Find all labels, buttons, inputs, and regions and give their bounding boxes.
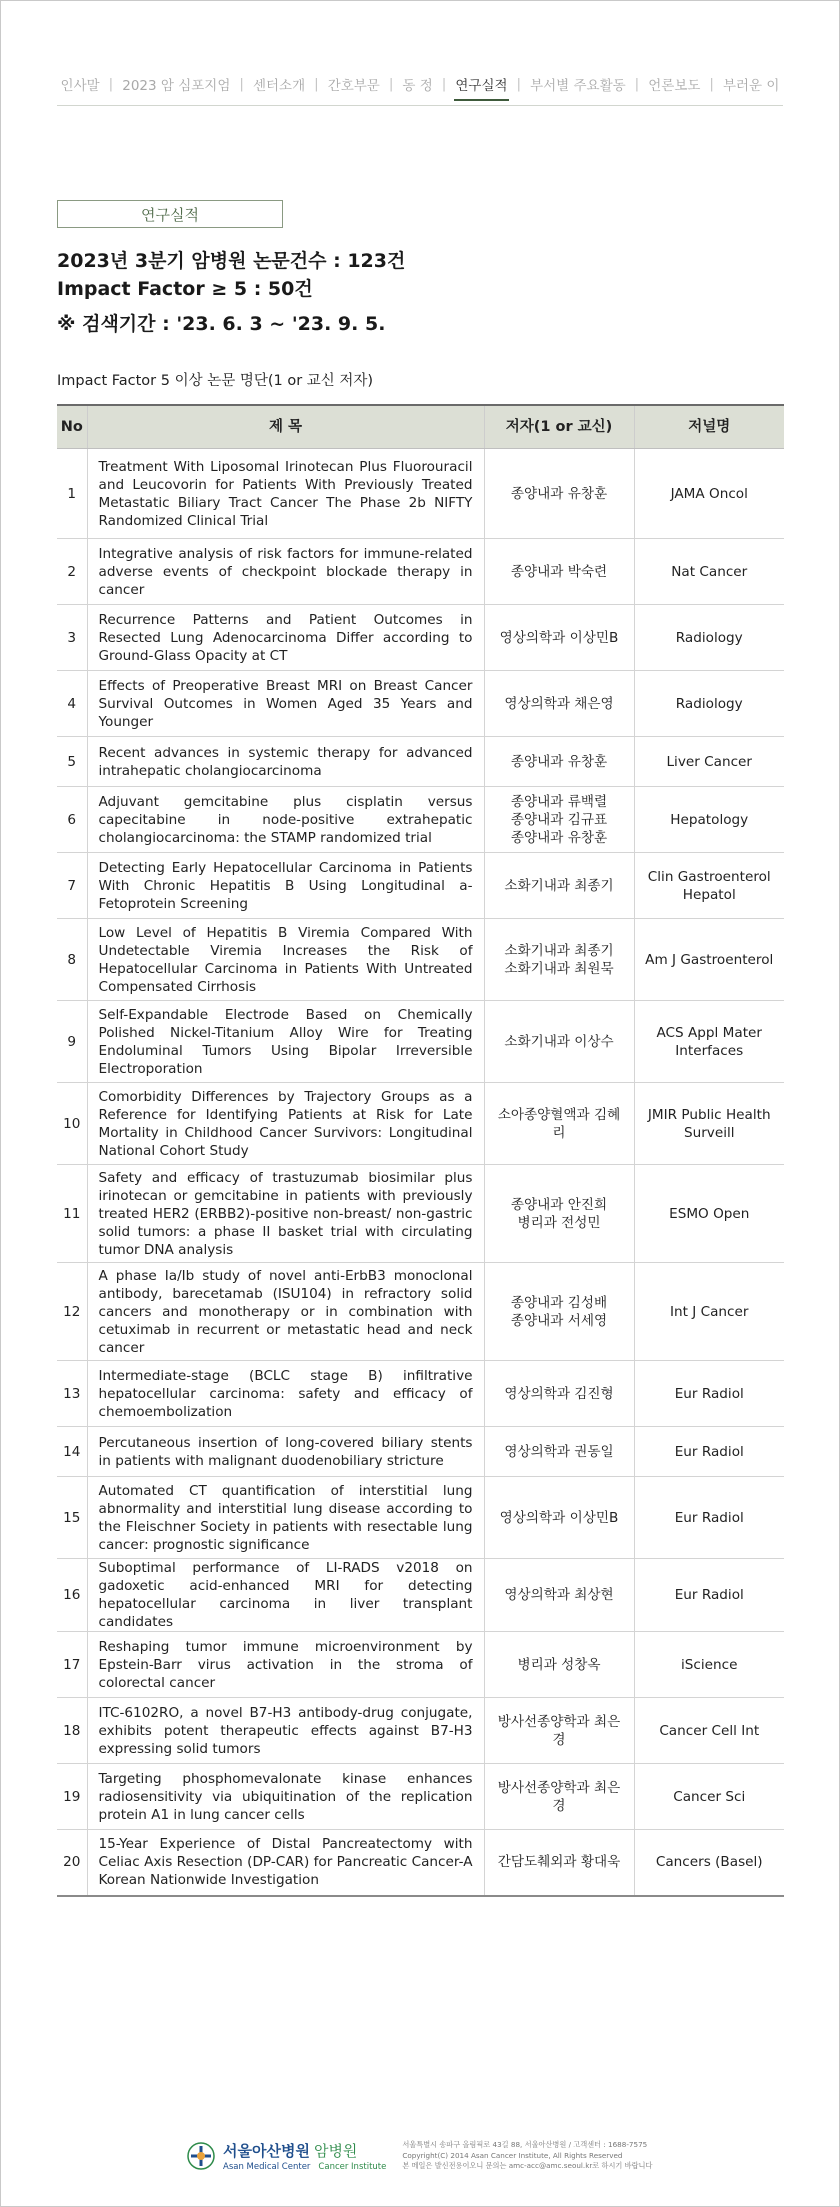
- table-row: [57, 605, 784, 671]
- paper-title: Self-Expandable Electrode Based on Chemically Polished Nickel-Titanium Alloy Wire for Treating Endoluminal Tumors Using Bipolar Irreversible Electroporation: [87, 1001, 484, 1083]
- paper-authors: [484, 1361, 634, 1427]
- row-number: 17: [57, 1632, 87, 1698]
- table-row: [57, 1001, 784, 1083]
- header-journal: 저널명: [634, 405, 784, 449]
- journal-name: iScience: [634, 1632, 784, 1698]
- table-row: [57, 539, 784, 605]
- brand-ko: 서울아산병원 암병원: [223, 2142, 358, 2160]
- author-name: 소화기내과 최원묵: [504, 960, 614, 977]
- paper-authors: [484, 539, 634, 605]
- paper-title: Treatment With Liposomal Irinotecan Plus Fluorouracil and Leucovorin for Patients With Previously Treated Metastatic Biliary Tract Cancer The Phase 2b NIFTY Randomized Clinical Trial: [87, 449, 484, 539]
- author-name: 영상의학과 채은영: [504, 695, 614, 712]
- journal-name: Radiology: [634, 671, 784, 737]
- table-row: [57, 1263, 784, 1361]
- paper-title: Comorbidity Differences by Trajectory Groups as a Reference for Identifying Patients at Risk for Late Mortality in Childhood Cancer Survivors: Longitudinal National Cohort Study: [87, 1083, 484, 1165]
- journal-name: ACS Appl Mater Interfaces: [634, 1001, 784, 1083]
- table-row: [57, 671, 784, 737]
- footer-copyright: Copyright(C) 2014 Asan Cancer Institute, All Rights Reserved: [402, 2150, 623, 2160]
- paper-authors: [484, 1830, 634, 1896]
- table-row: [57, 1632, 784, 1698]
- nav-separator: |: [441, 76, 447, 92]
- table-row: [57, 1559, 784, 1632]
- author-name: 종양내과 유창훈: [510, 753, 608, 770]
- author-name: 종양내과 김성배: [510, 1294, 608, 1311]
- journal-name: Int J Cancer: [634, 1263, 784, 1361]
- paper-title: Safety and efficacy of trastuzumab biosimilar plus irinotecan or gemcitabine in patients with previously treated HER2 (ERBB2)-positive non-breast/ non-gastric solid tumors: a phase II basket trial with circulating tumor DNA analysis: [87, 1165, 484, 1263]
- paper-authors: [484, 1001, 634, 1083]
- author-name: 병리과 전성민: [517, 1214, 601, 1231]
- header-no: No: [57, 405, 87, 449]
- table-row: [57, 1477, 784, 1559]
- paper-title: Effects of Preoperative Breast MRI on Breast Cancer Survival Outcomes in Women Aged 35 Years and Younger: [87, 671, 484, 737]
- row-number: 14: [57, 1427, 87, 1477]
- nav-separator: |: [388, 76, 394, 92]
- author-name: 간담도췌외과 황대욱: [497, 1854, 621, 1871]
- nav-separator: |: [709, 76, 714, 92]
- paper-title: 15-Year Experience of Distal Pancreatectomy with Celiac Axis Resection (DP-CAR) for Pancreatic Cancer-A Korean Nationwide Investigation: [87, 1830, 484, 1896]
- nav-item[interactable]: 동 정: [402, 78, 433, 94]
- paper-authors: [484, 787, 634, 853]
- row-number: 8: [57, 919, 87, 1001]
- paper-authors: [484, 1427, 634, 1477]
- paper-authors: [484, 1698, 634, 1764]
- nav-item[interactable]: 언론보도: [648, 78, 701, 94]
- table-caption: Impact Factor 5 이상 논문 명단(1 or 교신 저자): [57, 373, 374, 389]
- journal-name: Cancers (Basel): [634, 1830, 784, 1896]
- row-number: 16: [57, 1559, 87, 1632]
- nav-divider: [57, 105, 783, 106]
- paper-authors: [484, 737, 634, 787]
- brand-en: Asan Medical Center Cancer Institute: [223, 2162, 387, 2172]
- header-author: 저자(1 or 교신): [484, 405, 634, 449]
- table-row: [57, 1764, 784, 1830]
- table-row: [57, 1165, 784, 1263]
- row-number: 11: [57, 1165, 87, 1263]
- paper-authors: [484, 671, 634, 737]
- nav-item[interactable]: 간호부문: [327, 78, 380, 94]
- nav-item[interactable]: 부러운 이: [722, 78, 780, 94]
- search-period: ※ 검색기간 : '23. 6. 3 ~ '23. 9. 5.: [57, 313, 386, 335]
- paper-title: Detecting Early Hepatocellular Carcinoma in Patients With Chronic Hepatitis B Using Longitudinal a-Fetoprotein Screening: [87, 853, 484, 919]
- table-row: [57, 853, 784, 919]
- paper-authors: [484, 1764, 634, 1830]
- footer-address: 서울특별시 송파구 올림픽로 43길 88, 서울아산병원 / 고객센터 : 1688-7575: [402, 2140, 648, 2150]
- journal-name: JAMA Oncol: [634, 449, 784, 539]
- nav-separator: |: [239, 76, 244, 92]
- row-number: 5: [57, 737, 87, 787]
- paper-authors: [484, 1477, 634, 1559]
- author-name: 방사선종양학과 최은경: [497, 1713, 621, 1748]
- papers-table: [57, 404, 784, 1897]
- paper-authors: [484, 1632, 634, 1698]
- paper-title: Reshaping tumor immune microenvironment by Epstein-Barr virus activation in the stroma of colorectal cancer: [87, 1632, 484, 1698]
- section-label: 연구실적: [57, 200, 283, 228]
- row-number: 10: [57, 1083, 87, 1165]
- author-name: 종양내과 류백렬: [510, 793, 608, 810]
- paper-title: Adjuvant gemcitabine plus cisplatin versus capecitabine in node-positive extrahepatic cholangiocarcinoma: the STAMP randomized trial: [87, 787, 484, 853]
- journal-name: Hepatology: [634, 787, 784, 853]
- brand-block: [223, 2140, 386, 2172]
- row-number: 2: [57, 539, 87, 605]
- table-row: [57, 1361, 784, 1427]
- row-number: 15: [57, 1477, 87, 1559]
- table-row: [57, 449, 784, 539]
- author-name: 병리과 성창옥: [517, 1656, 601, 1673]
- hospital-emblem-icon: [187, 2142, 215, 2170]
- author-name: 영상의학과 김진형: [504, 1385, 614, 1402]
- table-row: [57, 787, 784, 853]
- nav-separator: |: [516, 76, 522, 92]
- author-name: 소화기내과 최종기: [504, 877, 614, 894]
- paper-title: Automated CT quantification of interstitial lung abnormality and interstitial lung disease according to the Fleischner Society in patients with resectable lung cancer: prognostic significance: [87, 1477, 484, 1559]
- table-row: [57, 1698, 784, 1764]
- row-number: 19: [57, 1764, 87, 1830]
- author-name: 소화기내과 최종기: [504, 942, 614, 959]
- paper-authors: [484, 1559, 634, 1632]
- table-row: [57, 1427, 784, 1477]
- paper-authors: [484, 1165, 634, 1263]
- table-row: [57, 737, 784, 787]
- header-title: 제 목: [87, 405, 484, 449]
- nav-separator: |: [634, 76, 640, 92]
- paper-authors: [484, 919, 634, 1001]
- journal-name: ESMO Open: [634, 1165, 784, 1263]
- table-row: [57, 1830, 784, 1896]
- journal-name: Radiology: [634, 605, 784, 671]
- paper-title: Intermediate-stage (BCLC stage B) infiltrative hepatocellular carcinoma: safety and efficacy of chemoembolization: [87, 1361, 484, 1427]
- table-header-row: [57, 405, 784, 449]
- paper-title: ITC-6102RO, a novel B7-H3 antibody-drug conjugate, exhibits potent therapeutic effects against B7-H3 expressing solid tumors: [87, 1698, 484, 1764]
- nav-item[interactable]: 인사말: [60, 78, 100, 94]
- author-name: 영상의학과 최상현: [504, 1587, 614, 1603]
- paper-title: Low Level of Hepatitis B Viremia Compared With Undetectable Viremia Increases the Risk of Hepatocellular Carcinoma in Patients With Untreated Compensated Cirrhosis: [87, 919, 484, 1001]
- paper-authors: [484, 605, 634, 671]
- author-name: 소아종양혈액과 김혜리: [497, 1106, 621, 1141]
- author-name: 종양내과 서세영: [510, 1312, 608, 1329]
- table-row: [57, 919, 784, 1001]
- table-row: [57, 1083, 784, 1165]
- journal-name: Nat Cancer: [634, 539, 784, 605]
- author-name: 방사선종양학과 최은경: [497, 1779, 621, 1814]
- author-name: 영상의학과 이상민B: [499, 1509, 619, 1526]
- footer-notice: 본 메일은 발신전용이오니 문의는 amc-acc@amc.seoul.kr로 하시기 바랍니다: [402, 2161, 653, 2171]
- paper-title: Recurrence Patterns and Patient Outcomes in Resected Lung Adenocarcinoma Differ according to Ground-Glass Opacity at CT: [87, 605, 484, 671]
- journal-name: JMIR Public Health Surveill: [634, 1083, 784, 1165]
- journal-name: Cancer Cell Int: [634, 1698, 784, 1764]
- paper-title: Suboptimal performance of LI-RADS v2018 on gadoxetic acid-enhanced MRI for detecting hepatocellular carcinoma in liver transplant candidates: [87, 1559, 484, 1632]
- author-name: 종양내과 안진희: [510, 1196, 608, 1213]
- author-name: 종양내과 박숙련: [510, 563, 608, 580]
- row-number: 9: [57, 1001, 87, 1083]
- journal-name: Clin Gastroenterol Hepatol: [634, 853, 784, 919]
- row-number: 20: [57, 1830, 87, 1896]
- journal-name: Eur Radiol: [634, 1427, 784, 1477]
- impact-factor-count: Impact Factor ≥ 5 : 50건: [57, 278, 313, 300]
- nav-separator: |: [108, 76, 114, 92]
- row-number: 1: [57, 449, 87, 539]
- footer-info: [402, 2140, 652, 2172]
- top-navigation: [0, 74, 840, 94]
- journal-name: Cancer Sci: [634, 1764, 784, 1830]
- row-number: 7: [57, 853, 87, 919]
- paper-authors: [484, 853, 634, 919]
- nav-item[interactable]: 연구실적: [454, 74, 508, 94]
- journal-name: Eur Radiol: [634, 1477, 784, 1559]
- author-name: 종양내과 유창훈: [510, 485, 608, 502]
- journal-name: Am J Gastroenterol: [634, 919, 784, 1001]
- journal-name: Eur Radiol: [634, 1559, 784, 1632]
- row-number: 3: [57, 605, 87, 671]
- nav-separator: |: [314, 76, 319, 92]
- quarterly-paper-count: 2023년 3분기 암병원 논문건수 : 123건: [57, 250, 406, 272]
- author-name: 영상의학과 권동일: [504, 1443, 614, 1460]
- row-number: 18: [57, 1698, 87, 1764]
- paper-authors: [484, 1083, 634, 1165]
- paper-title: Targeting phosphomevalonate kinase enhances radiosensitivity via ubiquitination of the replication protein A1 in lung cancer cells: [87, 1764, 484, 1830]
- paper-title: Integrative analysis of risk factors for immune-related adverse events of checkpoint blockade therapy in cancer: [87, 539, 484, 605]
- paper-title: Percutaneous insertion of long-covered biliary stents in patients with malignant duodenobiliary stricture: [87, 1427, 484, 1477]
- nav-item[interactable]: 2023 암 심포지엄: [122, 78, 231, 94]
- row-number: 12: [57, 1263, 87, 1361]
- row-number: 4: [57, 671, 87, 737]
- author-name: 소화기내과 이상수: [504, 1033, 614, 1050]
- row-number: 6: [57, 787, 87, 853]
- nav-item[interactable]: 부서별 주요활동: [530, 78, 626, 94]
- journal-name: Liver Cancer: [634, 737, 784, 787]
- paper-authors: [484, 1263, 634, 1361]
- row-number: 13: [57, 1361, 87, 1427]
- paper-title: Recent advances in systemic therapy for advanced intrahepatic cholangiocarcinoma: [87, 737, 484, 787]
- author-name: 종양내과 유창훈: [510, 829, 608, 846]
- paper-title: A phase Ia/Ib study of novel anti-ErbB3 monoclonal antibody, barecetamab (ISU104) in refractory solid cancers and monotherapy or in combination with cetuximab in recurrent or metastatic head and neck cancer: [87, 1263, 484, 1361]
- journal-name: Eur Radiol: [634, 1361, 784, 1427]
- footer: [187, 2140, 652, 2172]
- paper-authors: [484, 449, 634, 539]
- author-name: 영상의학과 이상민B: [499, 629, 619, 646]
- nav-item[interactable]: 센터소개: [252, 78, 306, 94]
- author-name: 종양내과 김규표: [510, 811, 608, 828]
